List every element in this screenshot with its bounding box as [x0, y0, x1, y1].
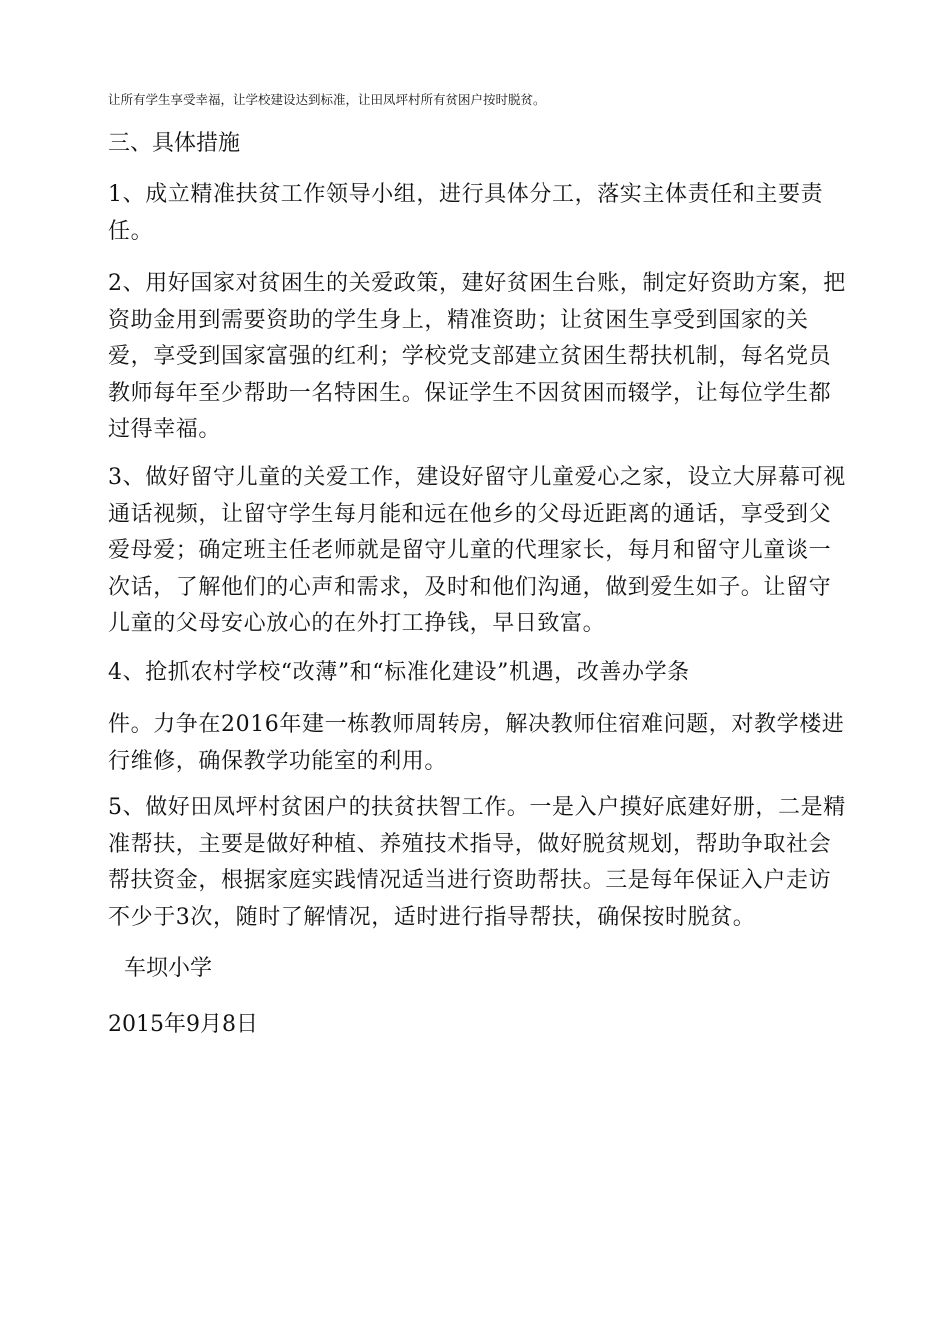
measure-1: 1、成立精准扶贫工作领导小组，进行具体分工，落实主体责任和主要责任。 — [108, 182, 824, 244]
measure-5: 5、做好田凤坪村贫困户的扶贫扶智工作。一是入户摸好底建好册，二是精准帮扶，主要是做好种植、养殖技术指导，做好脱贫规划，帮助争取社会帮扶资金，根据家庭实践情况适当进行资助帮扶。三是每年保证入户走访不少于3次，随时了解情况，适时进行指导帮扶，确保按时脱贫。 — [108, 795, 846, 930]
intro-line: 让所有学生享受幸福，让学校建设达到标准，让田凤坪村所有贫困户按时脱贫。 — [108, 92, 546, 107]
section-heading: 三、具体措施 — [108, 131, 241, 156]
measure-4-part-1: 4、抢抓农村学校“改薄”和“标准化建设”机遇，改善办学条 — [108, 660, 690, 685]
measure-2: 2、用好国家对贫困生的关爱政策，建好贫困生台账，制定好资助方案，把资助金用到需要资助的学生身上，精准资助；让贫困生享受到国家的关爱，享受到国家富强的红利；学校党支部建立贫困生帮扶机制，每名党员教师每年至少帮助一名特困生。保证学生不因贫困而辍学，让每位学生都过得幸福。 — [108, 271, 846, 442]
measure-3: 3、做好留守儿童的关爱工作，建设好留守儿童爱心之家，设立大屏幕可视通话视频，让留守学生每月能和远在他乡的父母近距离的通话，享受到父爱母爱；确定班主任老师就是留守儿童的代理家长，每月和留守儿童谈一次话，了解他们的心声和需求，及时和他们沟通，做到爱生如子。让留守儿童的父母安心放心的在外打工挣钱，早日致富。 — [108, 465, 846, 636]
document-date: 2015年9月8日 — [108, 1012, 258, 1037]
measure-4-part-2: 件。力争在2016年建一栋教师周转房，解决教师住宿难问题，对教学楼进行维修，确保教学功能室的利用。 — [108, 712, 845, 774]
school-signature: 车坝小学 — [124, 956, 213, 981]
